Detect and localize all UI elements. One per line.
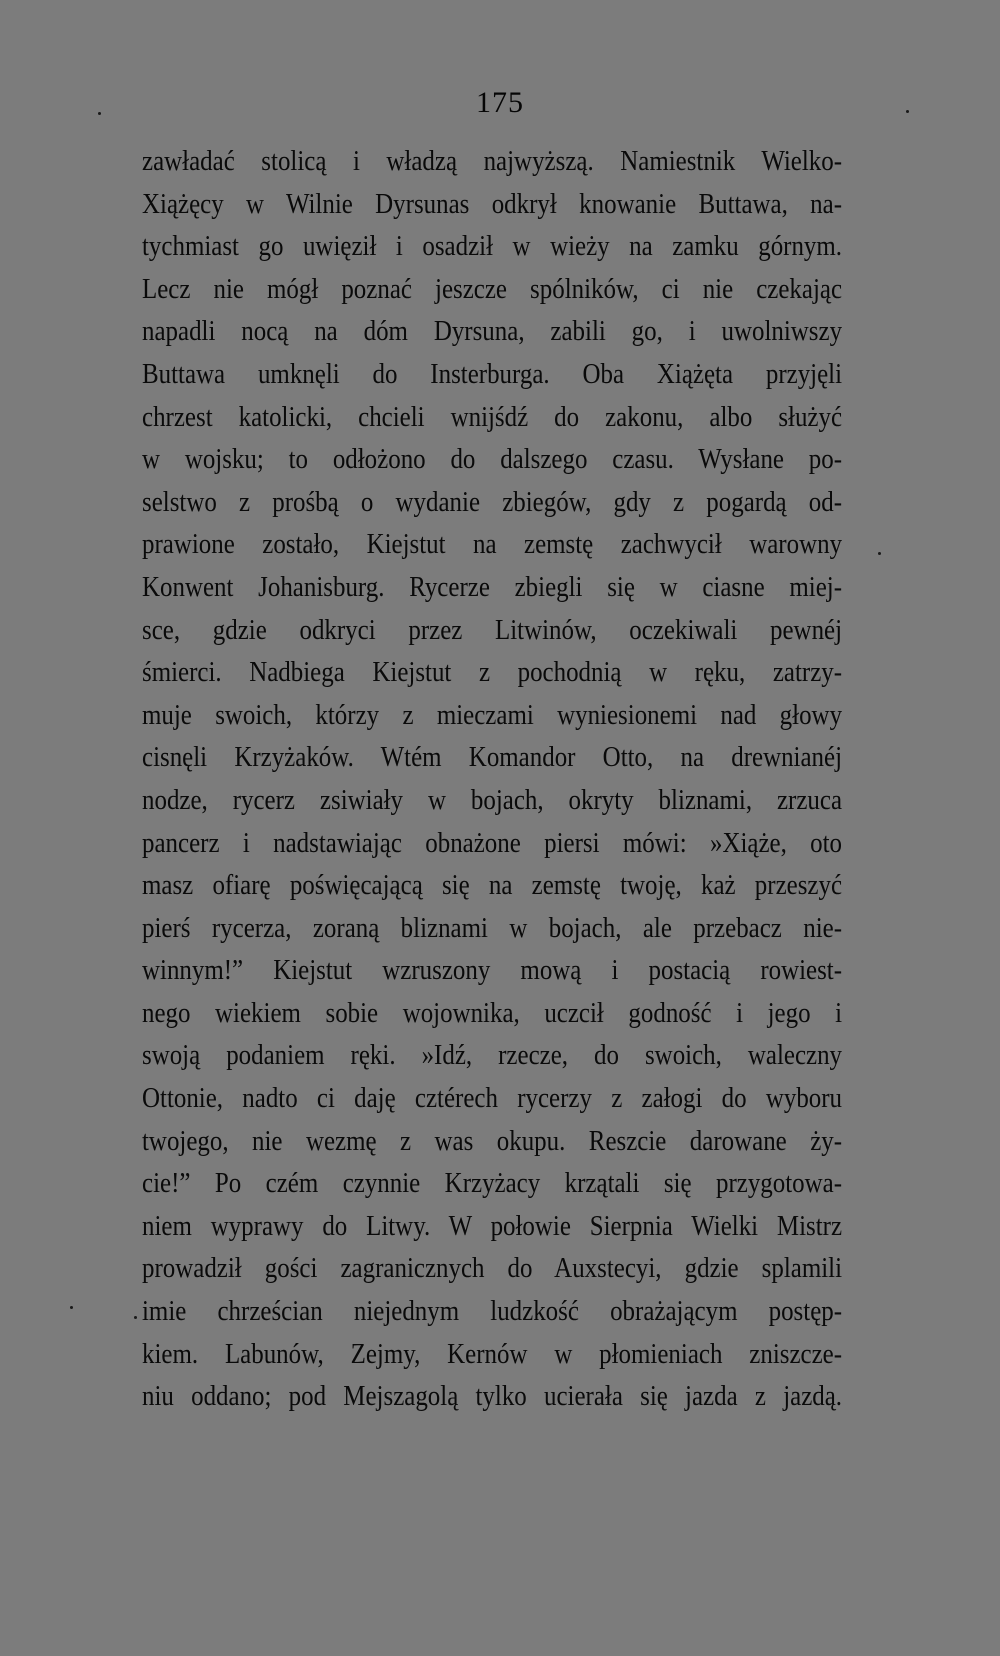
text-line: zawładać stolicą i władzą najwyższą. Namiestnik Wielko- bbox=[142, 145, 843, 177]
text-line: prowadził gości zagranicznych do Auxstecyi, gdzie splamili bbox=[142, 1252, 843, 1285]
scan-speck bbox=[878, 552, 881, 555]
text-line: kiem. Labunów, Zejmy, Kernów w płomieniach zniszcze- bbox=[142, 1337, 843, 1370]
text-line: Ottonie, nadto ci daję cztérech rycerzy z załogi do wyboru bbox=[142, 1082, 843, 1115]
text-line: imie chrześcian niejednym ludzkość obrażającym postęp- bbox=[142, 1295, 843, 1328]
text-line: Buttawa umknęli do Insterburga. Oba Xiążęta przyjęli bbox=[142, 357, 843, 390]
text-line: Xiążęcy w Wilnie Dyrsunas odkrył knowanie Buttawa, na- bbox=[142, 187, 843, 220]
text-line: Lecz nie mógł poznać jeszcze spólników, ci nie czekając bbox=[142, 272, 843, 305]
text-line: selstwo z prośbą o wydanie zbiegów, gdy z pogardą od- bbox=[142, 485, 843, 518]
text-line: cisnęli Krzyżaków. Wtém Komandor Otto, na drewnianéj bbox=[142, 741, 843, 774]
text-line: chrzest katolicki, chcieli wnijśdź do zakonu, albo służyć bbox=[142, 400, 843, 433]
text-line: w wojsku; to odłożono do dalszego czasu. Wysłane po- bbox=[142, 443, 843, 476]
text-line: niem wyprawy do Litwy. W połowie Sierpnia Wielki Mistrz bbox=[142, 1209, 843, 1242]
text-line: swoją podaniem ręki. »Idź, rzecze, do swoich, waleczny bbox=[142, 1039, 843, 1072]
text-line: twojego, nie wezmę z was okupu. Reszcie darowane ży- bbox=[142, 1124, 843, 1157]
text-line: pierś rycerza, zoraną bliznami w bojach, ale przebacz nie- bbox=[142, 911, 843, 944]
text-line: nego wiekiem sobie wojownika, uczcił godność i jego i bbox=[142, 996, 843, 1029]
text-line: cie!” Po czém czynnie Krzyżacy krzątali się przygotowa- bbox=[142, 1167, 843, 1200]
scan-speck bbox=[134, 1316, 137, 1319]
text-line: muje swoich, którzy z mieczami wyniesionemi nad głowy bbox=[142, 698, 843, 731]
text-line: prawione zostało, Kiejstut na zemstę zachwycił warowny bbox=[142, 528, 843, 561]
text-line: tychmiast go uwięził i osadził w wieży na zamku górnym. bbox=[142, 230, 843, 263]
scan-speck bbox=[906, 110, 909, 113]
scan-speck bbox=[70, 1306, 73, 1309]
text-line: masz ofiarę poświęcającą się na zemstę twoję, każ przeszyć bbox=[142, 869, 843, 902]
text-line: pancerz i nadstawiając obnażone piersi mówi: »Xiąże, oto bbox=[142, 826, 843, 859]
text-line: Konwent Johanisburg. Rycerze zbiegli się w ciasne miej- bbox=[142, 570, 843, 603]
page-number: 175 bbox=[476, 86, 524, 119]
text-line: śmierci. Nadbiega Kiejstut z pochodnią w ręku, zatrzy- bbox=[142, 656, 843, 689]
text-line: sce, gdzie odkryci przez Litwinów, oczekiwali pewnéj bbox=[142, 613, 843, 646]
text-line: napadli nocą na dóm Dyrsuna, zabili go, i uwolniwszy bbox=[142, 315, 843, 348]
body-text bbox=[142, 140, 842, 1418]
text-line: niu oddano; pod Mejszagolą tylko ucierała się jazda z jazdą. bbox=[142, 1380, 843, 1413]
text-line: winnym!” Kiejstut wzruszony mową i postacią rowiest- bbox=[142, 954, 843, 987]
scan-speck bbox=[98, 112, 101, 115]
text-line: nodze, rycerz zsiwiały w bojach, okryty bliznami, zrzuca bbox=[142, 783, 843, 816]
